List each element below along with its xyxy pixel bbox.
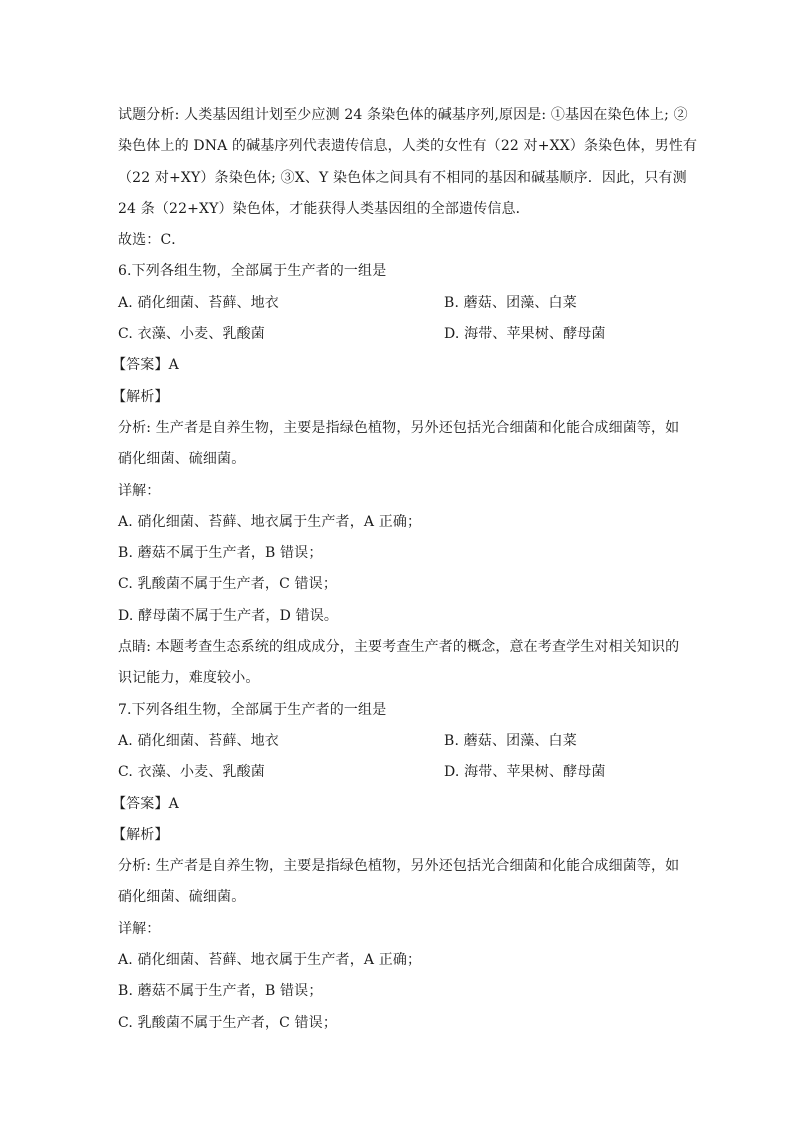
answer-choice-line: 故选：C．: [118, 232, 186, 249]
analysis-line: 试题分析: 人类基因组计划至少应测 24 条染色体的碱基序列,原因是: ①基因在染色体上; ②: [118, 107, 688, 123]
option-c: C. 衣藻、小麦、乳酸菌: [118, 326, 265, 343]
detail-item: A. 硝化细菌、苔藓、地衣属于生产者，A 正确；: [118, 952, 422, 969]
analysis-text: 硝化细菌、硫细菌。: [118, 451, 246, 468]
options-row: [118, 757, 678, 788]
question-stem: 7.下列各组生物，全部属于生产者的一组是: [118, 701, 387, 718]
detail-item: A. 硝化细菌、苔藓、地衣属于生产者，A 正确；: [118, 513, 422, 530]
analysis-line: （22 对+XY）条染色体; ③X、Y 染色体之间具有不相同的基因和碱基顺序．因此，只有测: [118, 169, 687, 186]
answer-label: 【答案】A: [112, 357, 179, 374]
option-a: A. 硝化细菌、苔藓、地衣: [118, 294, 279, 311]
option-d: D. 海带、苹果树、酵母菌: [444, 326, 606, 343]
document-page: [112, 100, 698, 1039]
option-b: B. 蘑菇、团藻、白菜: [444, 294, 577, 311]
analysis-line: 染色体上的 DNA 的碱基序列代表遗传信息，人类的女性有（22 对+XX）条染色体，男性有: [118, 138, 698, 155]
detail-label: 详解：: [118, 920, 161, 937]
options-row: [118, 288, 678, 319]
option-d: D. 海带、苹果树、酵母菌: [444, 764, 606, 781]
key-point-text: 点睛: 本题考查生态系统的组成成分，主要考查生产者的概念，意在考查学生对相关知识的: [118, 639, 680, 656]
analysis-text: 分析: 生产者是自养生物，主要是指绿色植物，另外还包括光合细菌和化能合成细菌等，如: [118, 858, 680, 875]
options-row: [118, 726, 678, 757]
detail-item: C. 乳酸菌不属于生产者，C 错误；: [118, 1014, 337, 1031]
key-point-text: 识记能力，难度较小。: [118, 670, 260, 687]
option-c: C. 衣藻、小麦、乳酸菌: [118, 764, 265, 781]
detail-item: D. 酵母菌不属于生产者，D 错误。: [118, 607, 338, 624]
explanation-label: 【解析】: [112, 826, 169, 843]
analysis-text: 分析: 生产者是自养生物，主要是指绿色植物，另外还包括光合细菌和化能合成细菌等，如: [118, 419, 680, 436]
option-b: B. 蘑菇、团藻、白菜: [444, 732, 577, 749]
analysis-text: 硝化细菌、硫细菌。: [118, 889, 246, 906]
analysis-line: 24 条（22+XY）染色体，才能获得人类基因组的全部遗传信息．: [118, 200, 530, 217]
detail-item: B. 蘑菇不属于生产者，B 错误；: [118, 545, 323, 562]
options-row: [118, 319, 678, 350]
answer-label: 【答案】A: [112, 795, 179, 812]
question-stem: 6.下列各组生物，全部属于生产者的一组是: [118, 263, 387, 280]
detail-item: B. 蘑菇不属于生产者，B 错误；: [118, 983, 323, 1000]
explanation-label: 【解析】: [112, 388, 169, 405]
detail-label: 详解：: [118, 482, 161, 499]
detail-item: C. 乳酸菌不属于生产者，C 错误；: [118, 576, 337, 593]
option-a: A. 硝化细菌、苔藓、地衣: [118, 732, 279, 749]
